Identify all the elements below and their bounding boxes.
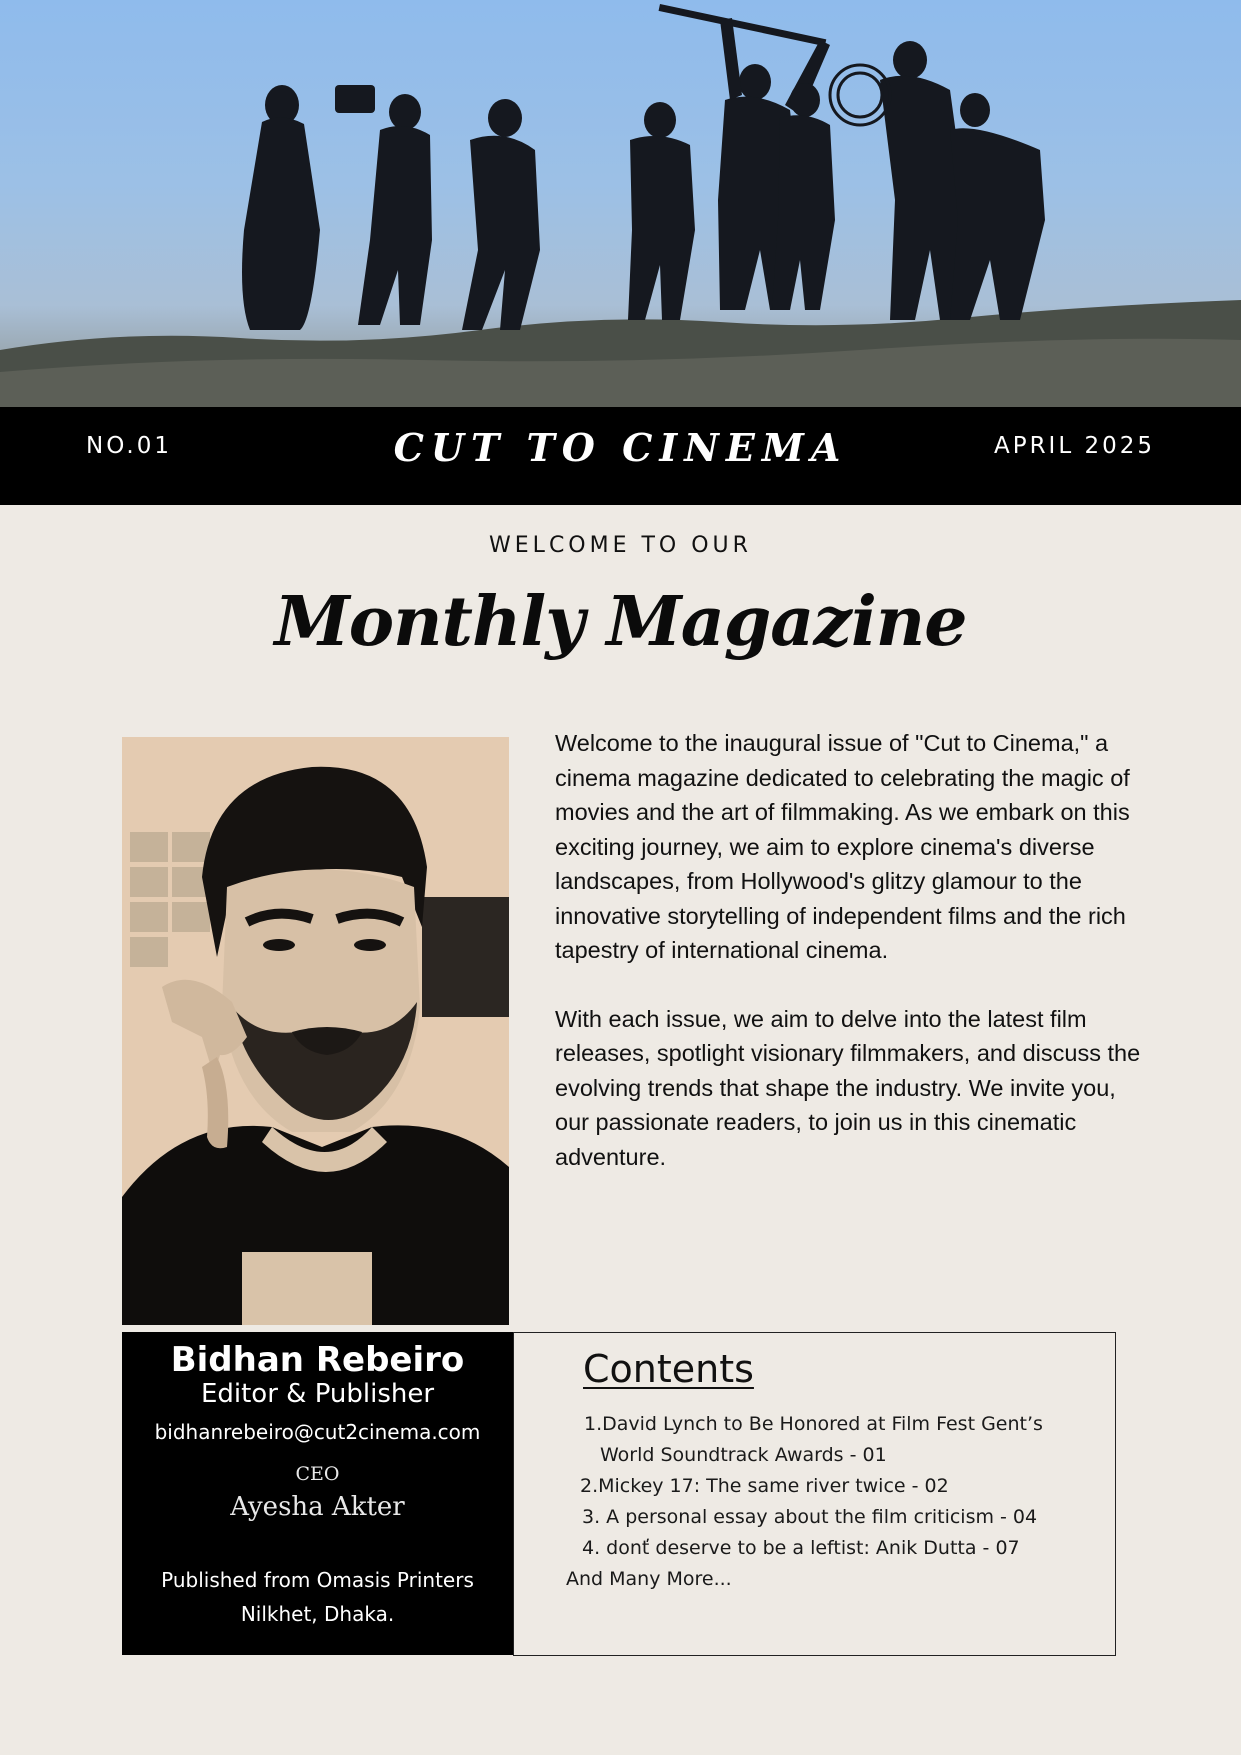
- page-title: Monthly Magazine: [274, 582, 967, 662]
- ceo-label: CEO: [295, 1463, 340, 1485]
- editor-email[interactable]: bidhanrebeiro@cut2cinema.com: [154, 1420, 481, 1444]
- issue-number: NO.01: [86, 433, 172, 459]
- editor-bio-box: [122, 1332, 513, 1655]
- ceo-name: Ayesha Akter: [230, 1492, 405, 1522]
- contents-item-4[interactable]: 4. donť deserve to be a leftist: Anik Dutta - 07: [582, 1537, 1020, 1559]
- intro-paragraph-2: With each issue, we aim to delve into the latest film releases, spotlight visionary filmmakers, and discuss the evolving trends that shape the industry. We invite you, our passionate readers, to join us in this cinematic adventure.: [555, 1005, 1141, 1170]
- magazine-name: CUT TO CINEMA: [393, 425, 848, 470]
- issue-date: APRIL 2025: [993, 433, 1155, 459]
- film-crew-silhouette: [0, 0, 1241, 407]
- contents-item-1[interactable]: 1.David Lynch to Be Honored at Film Fest Gent’s: [584, 1413, 1043, 1435]
- editor-role: Editor & Publisher: [200, 1379, 435, 1409]
- masthead-bar: [0, 407, 1241, 505]
- hero-photo: [0, 0, 1241, 407]
- contents-item-1-continued[interactable]: World Soundtrack Awards - 01: [600, 1444, 887, 1466]
- intro-paragraph-1: Welcome to the inaugural issue of "Cut to Cinema," a cinema magazine dedicated to celebrating the magic of movies and the art of filmmaking. As we embark on this exciting journey, we aim to explore cinema's diverse landscapes, from Hollywood's glitzy glamour to the innovative storytelling of independent films and the rich tapestry of international cinema.: [555, 730, 1130, 963]
- intro-text: [555, 726, 1155, 1208]
- publisher-line-2: Nilkhet, Dhaka.: [240, 1602, 395, 1626]
- contents-list: [566, 1409, 1106, 1595]
- contents-item-3[interactable]: 3. A personal essay about the film criticism - 04: [582, 1506, 1038, 1528]
- portrait-illustration: [122, 737, 509, 1325]
- welcome-kicker: WELCOME TO OUR: [489, 533, 752, 558]
- contents-box: [513, 1332, 1116, 1656]
- contents-heading: Contents: [583, 1347, 754, 1391]
- editor-name: Bidhan Rebeiro: [170, 1340, 465, 1380]
- publisher-line-1: Published from Omasis Printers: [161, 1568, 474, 1592]
- contents-item-2[interactable]: 2.Mickey 17: The same river twice - 02: [580, 1475, 949, 1497]
- contents-more: And Many More...: [566, 1568, 732, 1590]
- editor-portrait-photo: [122, 737, 509, 1325]
